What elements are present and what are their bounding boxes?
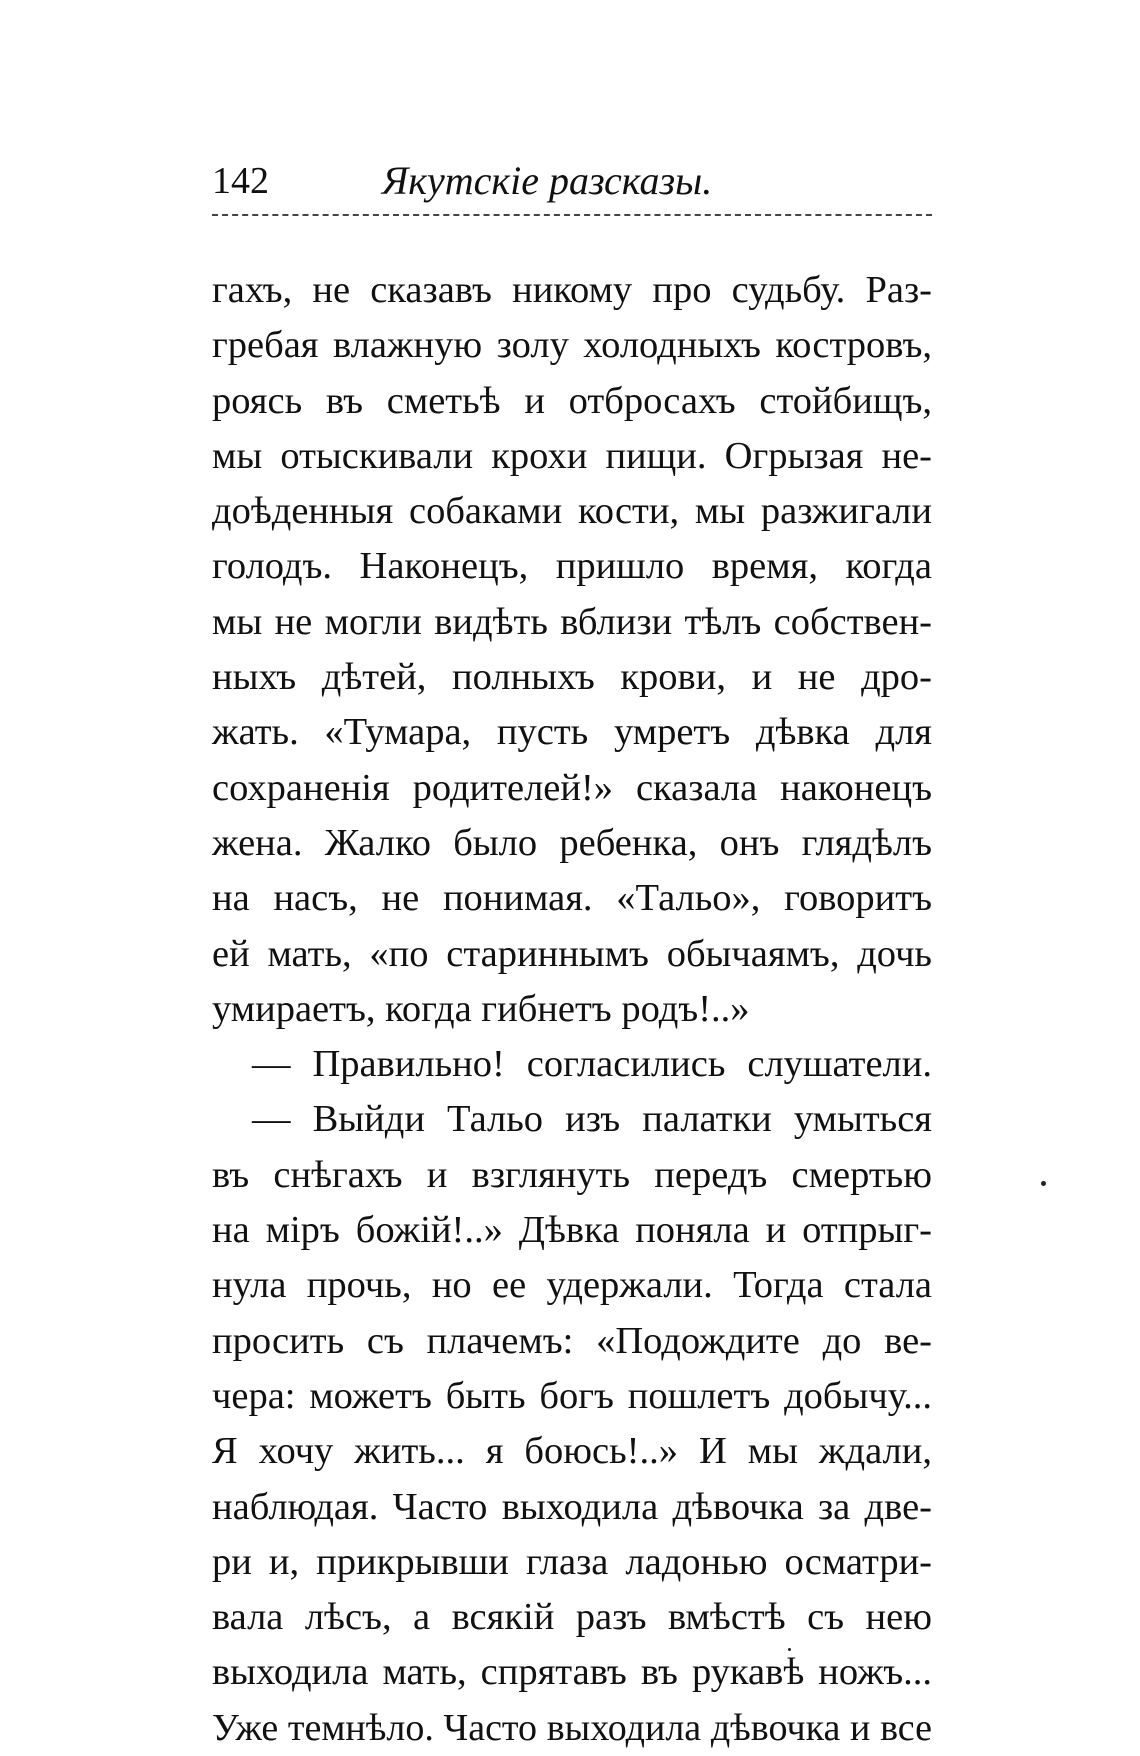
text-line: — Правильно! согласились слушатели. bbox=[252, 1043, 932, 1086]
text-line: голодъ. Наконецъ, пришло время, когда bbox=[212, 545, 932, 588]
text-line: мы отыскивали крохи пищи. Огрызая не- bbox=[212, 434, 932, 477]
text-line: жена. Жалко было ребенка, онъ глядѣлъ bbox=[212, 821, 932, 864]
text-line: ри и, прикрывши глаза ладонью осматри- bbox=[212, 1540, 932, 1583]
text-line: ей мать, «по стариннымъ обычаямъ, дочь bbox=[212, 932, 932, 975]
text-line: на міръ божій!..» Дѣвка поняла и отпрыг- bbox=[212, 1209, 932, 1252]
text-line: — Выйди Тальо изъ палатки умыться bbox=[252, 1098, 932, 1141]
text-line: чера: можетъ быть богъ пошлетъ добычу... bbox=[212, 1374, 932, 1417]
text-line: вала лѣсъ, а всякій разъ вмѣстѣ съ нею bbox=[212, 1596, 932, 1639]
text-line: мы не могли видѣть вблизи тѣлъ собствен- bbox=[212, 600, 932, 643]
text-line: нула прочь, но ее удержали. Тогда стала bbox=[212, 1264, 932, 1307]
body-text bbox=[212, 263, 932, 1756]
running-title: Якутскіе разсказы. bbox=[382, 158, 713, 203]
text-line: умираетъ, когда гибнетъ родъ!..» bbox=[212, 987, 750, 1030]
text-line: Я хочу жить... я боюсь!..» И мы ждали, bbox=[212, 1430, 932, 1473]
text-line: гребая влажную золу холодныхъ костровъ, bbox=[212, 324, 932, 367]
text-line: просить съ плачемъ: «Подождите до ве- bbox=[212, 1319, 932, 1362]
text-line: наблюдая. Часто выходила дѣвочка за две- bbox=[212, 1485, 932, 1528]
text-line: гахъ, не сказавъ никому про судьбу. Раз- bbox=[212, 269, 932, 311]
page-header bbox=[212, 158, 932, 208]
text-line: Уже темнѣло. Часто выходила дѣвочка и все bbox=[212, 1706, 932, 1749]
text-line: жать. «Тумара, пусть умретъ дѣвка для bbox=[212, 711, 932, 754]
text-line: ныхъ дѣтей, полныхъ крови, и не дро- bbox=[212, 656, 932, 699]
page-number: 142 bbox=[212, 160, 269, 202]
text-line: доѣденныя собаками кости, мы разжигали bbox=[212, 490, 932, 533]
scan-speck bbox=[788, 1648, 791, 1651]
text-line: выходила мать, спрятавъ въ рукавѣ ножъ... bbox=[212, 1651, 932, 1694]
text-line: сохраненія родителей!» сказала наконецъ bbox=[212, 766, 932, 809]
text-line: въ снѣгахъ и взглянуть передъ смертью bbox=[212, 1153, 932, 1196]
scan-speck bbox=[1041, 1181, 1046, 1186]
header-rule bbox=[212, 214, 932, 216]
text-line: роясь въ сметьѣ и отбросахъ стойбищъ, bbox=[212, 379, 932, 422]
text-line: на насъ, не понимая. «Тальо», говоритъ bbox=[212, 877, 932, 920]
